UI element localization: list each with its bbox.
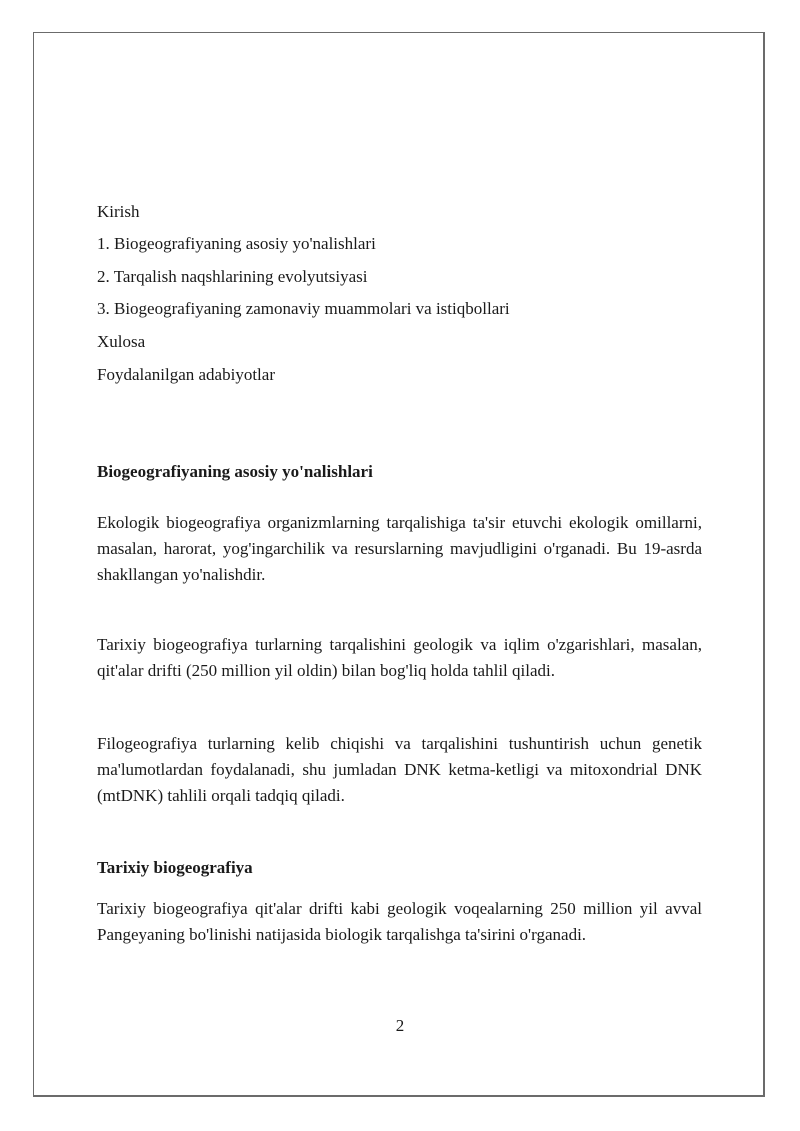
- toc-item-2: 2. Tarqalish naqshlarining evolyutsiyasi: [97, 267, 368, 286]
- toc-item-3: 3. Biogeografiyaning zamonaviy muammolari va istiqbollari: [97, 299, 510, 318]
- section-heading-main-directions: Biogeografiyaning asosiy yo'nalishlari: [97, 462, 373, 481]
- toc-item-conclusion: Xulosa: [97, 332, 146, 351]
- toc-item-1: 1. Biogeografiyaning asosiy yo'nalishlari: [97, 234, 376, 253]
- paragraph-phylogeography: Filogeografiya turlarning kelib chiqishi va tarqalishini tushuntirish uchun genetik ma'lumotlardan foydalanadi, shu jumladan DNK ketma-ketligi va mitoxondrial DNK (mtDNK) tahlili orqali tadqiq qiladi.: [97, 734, 702, 805]
- toc-item-introduction: Kirish: [97, 202, 140, 221]
- toc-item-references: Foydalanilgan adabiyotlar: [97, 365, 275, 384]
- section-heading-historical-biogeography: Tarixiy biogeografiya: [97, 858, 253, 877]
- paragraph-historical-biogeography: Tarixiy biogeografiya turlarning tarqalishini geologik va iqlim o'zgarishlari, masalan, qit'alar drifti (250 million yil oldin) bilan bog'liq holda tahlil qiladi.: [97, 635, 702, 680]
- page-number: 2: [395, 1016, 405, 1035]
- paragraph-ecological-biogeography: Ekologik biogeografiya organizmlarning tarqalishiga ta'sir etuvchi ekologik omillarni, masalan, harorat, yog'ingarchilik va resurslarning mavjudligini o'rganadi. Bu 19-asrda shakllangan yo'nalishdir.: [97, 513, 702, 584]
- paragraph-historical-details: Tarixiy biogeografiya qit'alar drifti kabi geologik voqealarning 250 million yil avval Pangeyaning bo'linishi natijasida biologik tarqalishga ta'sirini o'rganadi.: [97, 899, 702, 944]
